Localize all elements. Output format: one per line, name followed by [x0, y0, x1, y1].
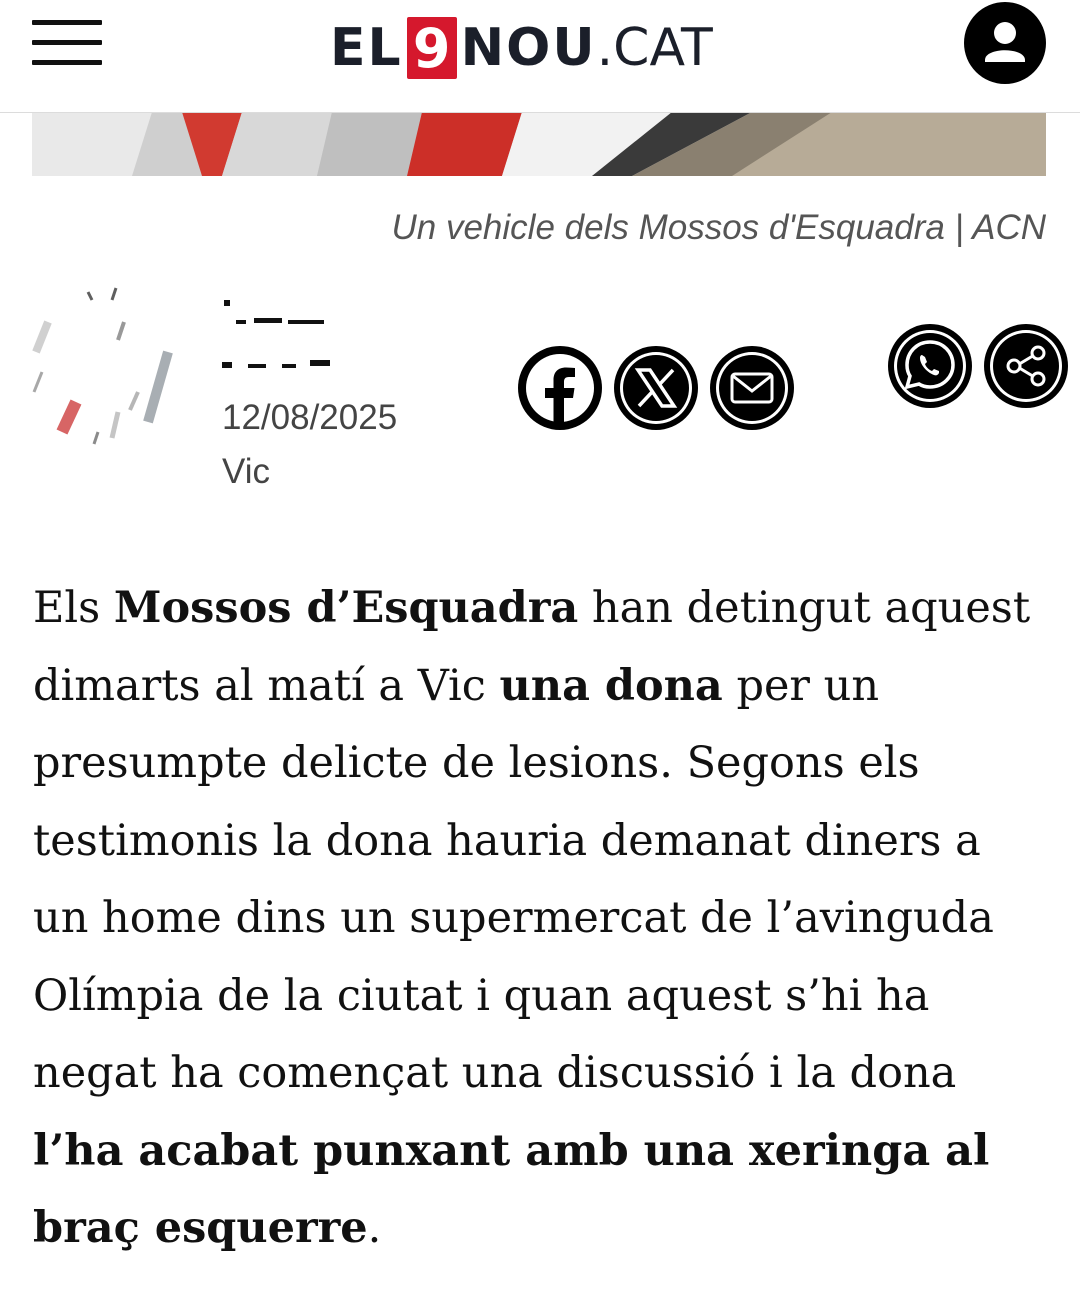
share-whatsapp-button[interactable]	[888, 324, 972, 408]
article-segment-bold: una dona	[499, 660, 723, 711]
email-icon	[710, 346, 794, 430]
publish-date: 12/08/2025	[222, 398, 398, 437]
article-body	[33, 570, 1043, 1268]
publish-location: Vic	[222, 452, 270, 491]
share-email-button[interactable]	[710, 346, 794, 430]
author-avatar[interactable]	[28, 282, 188, 452]
logo-el: EL	[330, 18, 403, 78]
logo-nine: 9	[407, 17, 457, 79]
image-caption: Un vehicle dels Mossos d'Esquadra | ACN	[391, 208, 1046, 247]
logo-cat: .CAT	[596, 18, 713, 78]
share-icon	[984, 324, 1068, 408]
article-paragraph	[33, 570, 1043, 1268]
article-segment-bold: l’ha acabat punxant amb una xeringa al braç esquerre	[33, 1125, 990, 1253]
hamburger-icon[interactable]	[32, 20, 102, 66]
facebook-icon	[518, 346, 602, 430]
whatsapp-icon	[888, 324, 972, 408]
article-segment-bold: Mossos d’Esquadra	[113, 583, 579, 633]
site-header	[0, 0, 1080, 113]
logo-nou: NOU	[460, 18, 597, 78]
share-facebook-button[interactable]	[518, 346, 602, 430]
share-generic-button[interactable]	[984, 324, 1068, 408]
user-account-button[interactable]	[964, 2, 1046, 84]
article-segment: per un presumpte delicte de lesions. Segons els testimonis la dona hauria demanat diners a un home dins un supermercat de l’avinguda Olímpia de la ciutat i quan aquest s’hi ha negat ha començat una discussió i la dona	[33, 660, 994, 1098]
article-segment: han detingut aquest dimarts al matí a Vic	[33, 583, 1031, 711]
site-logo[interactable]	[330, 14, 713, 82]
article-segment: Els	[33, 583, 114, 633]
hero-image	[32, 112, 1046, 176]
x-icon	[614, 346, 698, 430]
article-segment: .	[367, 1203, 382, 1253]
share-x-button[interactable]	[614, 346, 698, 430]
user-icon	[964, 2, 1046, 84]
author-name-redacted[interactable]	[222, 292, 342, 382]
